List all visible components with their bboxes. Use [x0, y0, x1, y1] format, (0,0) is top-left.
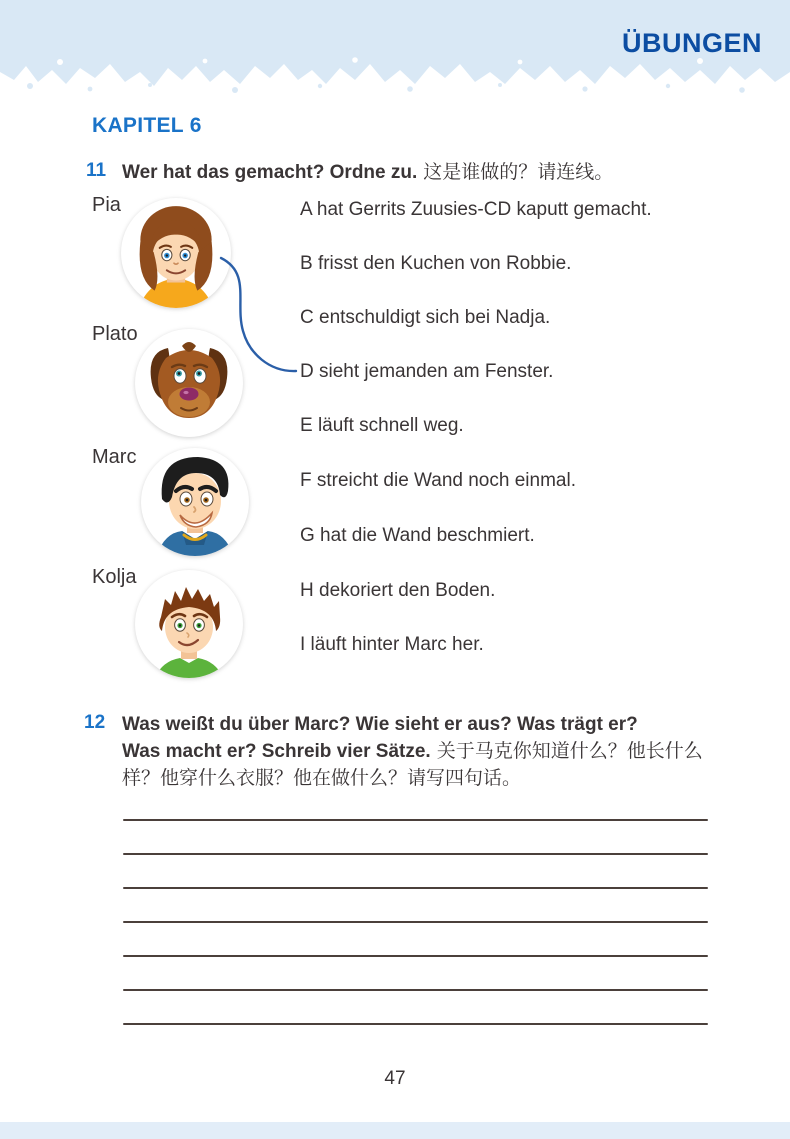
- exercise12-line3: [122, 765, 732, 792]
- torn-edge-decoration: [0, 56, 790, 98]
- match-line-pia-d: [205, 245, 315, 380]
- match-item-i: I läuft hinter Marc her.: [300, 634, 484, 655]
- exercise11-title: [122, 160, 613, 186]
- character-label-kolja: Kolja: [92, 566, 137, 588]
- match-item-g: G hat die Wand beschmiert.: [300, 525, 535, 546]
- match-item-e: E läuft schnell weg.: [300, 415, 464, 436]
- exercise12-line3-chinese: 样？他穿什么衣服？他在做什么？请写四句话。: [122, 768, 522, 789]
- exercise12-line2-chinese: 关于马克你知道什么？他长什么: [436, 741, 703, 762]
- portrait-marc: [140, 447, 250, 557]
- answer-line[interactable]: [123, 887, 708, 889]
- character-label-plato: Plato: [92, 323, 138, 345]
- answer-line[interactable]: [123, 989, 708, 991]
- chapter-title: KAPITEL 6: [92, 114, 202, 137]
- answer-line[interactable]: [123, 1023, 708, 1025]
- exercise12-line2-german: Was macht er? Schreib vier Sätze.: [122, 741, 431, 762]
- page-header: ÜBUNGEN: [621, 28, 762, 58]
- match-item-d: D sieht jemanden am Fenster.: [300, 361, 554, 382]
- exercise12-line1-german: Was weißt du über Marc? Wie sieht er aus? Was trägt er?: [122, 714, 638, 735]
- bottom-band: [0, 1122, 790, 1139]
- match-item-h: H dekoriert den Boden.: [300, 580, 496, 601]
- match-item-a: A hat Gerrits Zuusies-CD kaputt gemacht.: [300, 199, 652, 220]
- answer-line[interactable]: [123, 819, 708, 821]
- exercise11-title-german: Wer hat das gemacht? Ordne zu.: [122, 162, 418, 183]
- exercise11-number: 11: [86, 160, 107, 181]
- portrait-kolja: [134, 569, 244, 679]
- exercise12-title: [122, 711, 732, 792]
- answer-line[interactable]: [123, 921, 708, 923]
- character-label-pia: Pia: [92, 194, 121, 216]
- exercise12-line1: [122, 711, 732, 738]
- page-number: 47: [384, 1068, 406, 1089]
- exercise12-number: 12: [84, 712, 106, 733]
- match-item-b: B frisst den Kuchen von Robbie.: [300, 253, 572, 274]
- exercise11-title-chinese: 这是谁做的？请连线。: [423, 162, 614, 183]
- match-item-c: C entschuldigt sich bei Nadja.: [300, 307, 551, 328]
- answer-line[interactable]: [123, 955, 708, 957]
- character-label-marc: Marc: [92, 446, 137, 468]
- match-item-f: F streicht die Wand noch einmal.: [300, 470, 576, 491]
- exercise12-line2: [122, 738, 732, 765]
- answer-line[interactable]: [123, 853, 708, 855]
